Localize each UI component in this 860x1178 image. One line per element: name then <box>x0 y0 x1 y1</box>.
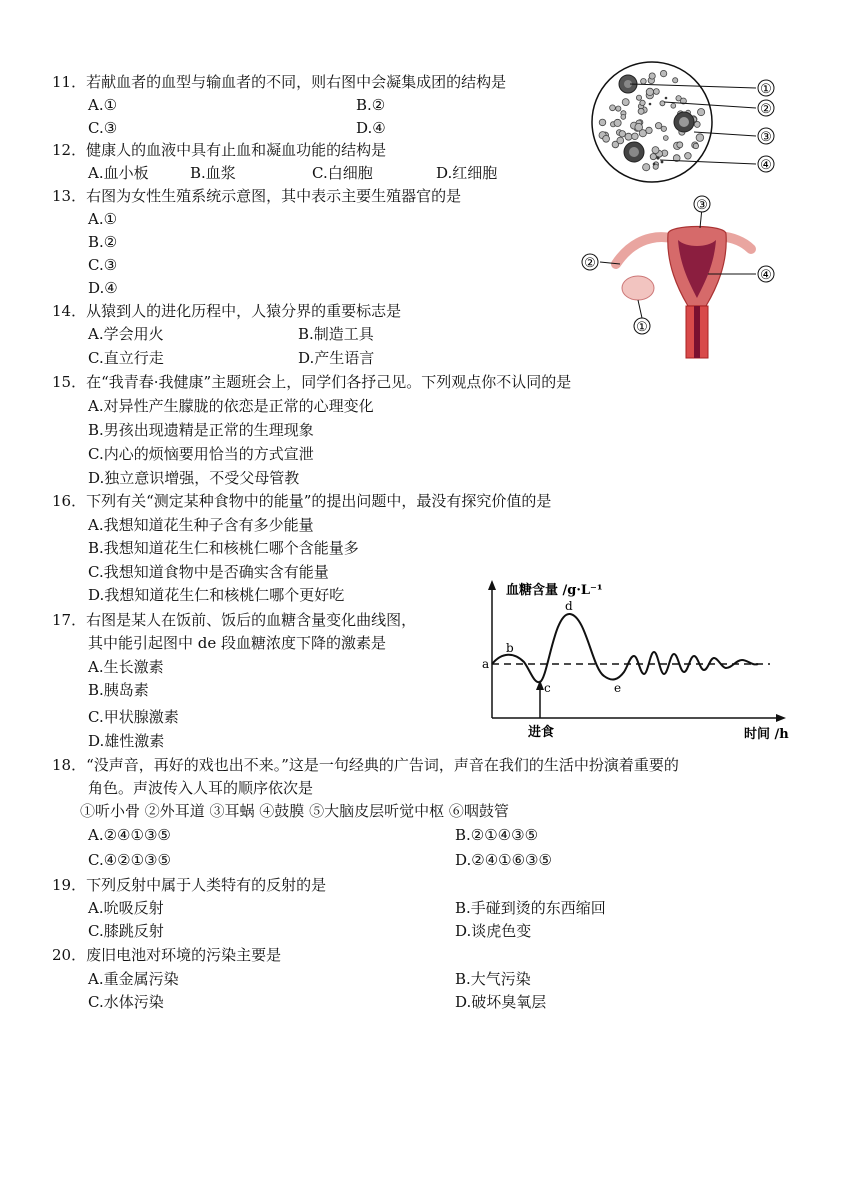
q12-option-c: C.白细胞 <box>312 164 373 182</box>
red-blood-cell <box>660 70 666 76</box>
q20-option-a: A.重金属污染 <box>88 970 179 988</box>
red-blood-cell <box>599 119 606 126</box>
red-blood-cell <box>617 137 624 144</box>
q13-option-c: C.③ <box>88 256 118 274</box>
q18-option-b: B.②①④③⑤ <box>455 826 539 844</box>
q17-option-d: D.雄性激素 <box>88 732 165 750</box>
red-blood-cell <box>646 127 652 133</box>
uterus-label-3: ③ <box>696 198 708 213</box>
red-blood-cell <box>643 164 650 171</box>
q11-option-d: D.④ <box>356 119 386 137</box>
q11-option-c: C.③ <box>88 119 118 137</box>
q12-option-a: A.血小板 <box>88 164 149 182</box>
point-e: e <box>614 681 622 695</box>
red-blood-cell <box>610 105 616 111</box>
question-16-stem: 16．下列有关“测定某种食物中的能量”的提出问题中，最没有探究价值的是 <box>52 492 552 510</box>
glucose-curve <box>492 614 758 682</box>
red-blood-cell <box>671 103 676 108</box>
q14-option-b: B.制造工具 <box>298 325 374 343</box>
red-blood-cell <box>641 79 647 85</box>
female-reproductive-figure <box>576 194 786 362</box>
q18-option-a: A.②④①③⑤ <box>88 826 171 844</box>
q18-option-d: D.②④①⑥③⑤ <box>455 851 552 869</box>
question-18-stem: 18．“没声音，再好的戏也出不来。”这是一句经典的广告词，声音在我们的生活中扮演着重要的 <box>52 756 679 774</box>
question-17-stem-cont: 其中能引起图中 de 段血糖浓度下降的激素是 <box>88 634 387 652</box>
red-blood-cell <box>614 119 621 126</box>
uterus-label-4: ④ <box>760 268 772 283</box>
q19-option-c: C.膝跳反射 <box>88 922 164 940</box>
question-12-stem: 12．健康人的血液中具有止血和凝血功能的结构是 <box>52 141 387 159</box>
question-15-stem: 15．在“我青春·我健康”主题班会上，同学们各抒己见。下列观点你不认同的是 <box>52 373 572 391</box>
red-blood-cell <box>619 131 625 137</box>
red-blood-cell <box>622 99 629 106</box>
question-18-stem-cont: 角色。声波传入人耳的顺序依次是 <box>88 779 314 797</box>
red-blood-cell <box>638 108 644 114</box>
red-blood-cell <box>635 123 643 131</box>
uterus-label-1: ① <box>636 320 648 335</box>
q12-option-b: B.血浆 <box>190 164 236 182</box>
question-17-stem: 17．右图是某人在饭前、饭后的血糖含量变化曲线图， <box>52 611 417 629</box>
red-blood-cell <box>696 134 704 142</box>
question-11-stem: 11．若献血者的血型与输血者的不同，则右图中会凝集成团的结构是 <box>52 73 507 91</box>
q15-option-a: A.对异性产生朦胧的依恋是正常的心理变化 <box>88 397 374 415</box>
q11-option-a: A.① <box>88 96 118 114</box>
red-blood-cell <box>646 88 653 95</box>
q17-option-c: C.甲状腺激素 <box>88 708 179 726</box>
red-blood-cell <box>603 135 610 142</box>
q15-option-b: B.男孩出现遗精是正常的生理现象 <box>88 421 314 439</box>
q13-option-b: B.② <box>88 233 118 251</box>
x-axis-label: 时间 /h <box>744 727 789 742</box>
blood-label-2: ② <box>760 102 772 117</box>
q20-option-c: C.水体污染 <box>88 993 164 1011</box>
q13-option-a: A.① <box>88 210 118 228</box>
q18-option-c: C.④②①③⑤ <box>88 851 171 869</box>
q16-option-a: A.我想知道花生种子含有多少能量 <box>88 516 314 534</box>
red-blood-cell <box>698 109 705 116</box>
q15-option-d: D.独立意识增强，不受父母管教 <box>88 469 300 487</box>
red-blood-cell <box>661 126 666 131</box>
q14-option-c: C.直立行走 <box>88 349 164 367</box>
red-blood-cell <box>685 153 692 160</box>
q18-item-list: ①听小骨 ②外耳道 ③耳蜗 ④鼓膜 ⑤大脑皮层听觉中枢 ⑥咽鼓管 <box>80 802 509 820</box>
q16-option-b: B.我想知道花生仁和核桃仁哪个含能量多 <box>88 539 359 557</box>
q19-option-b: B.手碰到烫的东西缩回 <box>455 899 606 917</box>
blood-label-3: ③ <box>760 130 772 145</box>
q13-option-d: D.④ <box>88 279 118 297</box>
red-blood-cell <box>625 133 632 140</box>
red-blood-cell <box>632 133 639 140</box>
red-blood-cell <box>616 106 621 111</box>
point-a: a <box>482 657 490 671</box>
q16-option-d: D.我想知道花生仁和核桃仁哪个更好吃 <box>88 586 345 604</box>
blood-glucose-chart <box>478 576 794 742</box>
red-blood-cell <box>677 142 683 148</box>
blood-label-1: ① <box>760 82 772 97</box>
q16-option-c: C.我想知道食物中是否确实含有能量 <box>88 563 329 581</box>
meal-label: 进食 <box>528 725 555 740</box>
q17-option-a: A.生长激素 <box>88 658 164 676</box>
q11-option-b: B.② <box>356 96 386 114</box>
red-blood-cell <box>663 136 668 141</box>
y-axis-label: 血糖含量 /g·L⁻¹ <box>506 583 603 598</box>
q20-option-d: D.破坏臭氧层 <box>455 993 547 1011</box>
q14-option-a: A.学会用火 <box>88 325 164 343</box>
point-b: b <box>506 641 514 655</box>
q19-option-d: D.谈虎色变 <box>455 922 532 940</box>
blood-smear-figure <box>588 58 798 192</box>
red-blood-cell <box>673 78 678 83</box>
question-13-stem: 13．右图为女性生殖系统示意图，其中表示主要生殖器官的是 <box>52 187 462 205</box>
red-blood-cell <box>693 143 698 148</box>
q14-option-d: D.产生语言 <box>298 349 375 367</box>
red-blood-cell <box>621 115 626 120</box>
q12-option-d: D.红细胞 <box>436 164 498 182</box>
q17-option-b: B.胰岛素 <box>88 681 149 699</box>
point-c: c <box>544 681 551 695</box>
point-d: d <box>565 599 573 613</box>
blood-label-4: ④ <box>760 158 772 173</box>
question-19-stem: 19．下列反射中属于人类特有的反射的是 <box>52 876 327 894</box>
q20-option-b: B.大气污染 <box>455 970 531 988</box>
red-blood-cell <box>649 73 655 79</box>
question-14-stem: 14．从猿到人的进化历程中，人猿分界的重要标志是 <box>52 302 402 320</box>
red-blood-cell <box>654 89 660 95</box>
q15-option-c: C.内心的烦恼要用恰当的方式宣泄 <box>88 445 314 463</box>
red-blood-cell <box>636 95 641 100</box>
q19-option-a: A.吮吸反射 <box>88 899 164 917</box>
question-20-stem: 20．废旧电池对环境的污染主要是 <box>52 946 282 964</box>
red-blood-cell <box>640 100 645 105</box>
uterus-label-2: ② <box>584 256 596 271</box>
red-blood-cell <box>652 147 659 154</box>
